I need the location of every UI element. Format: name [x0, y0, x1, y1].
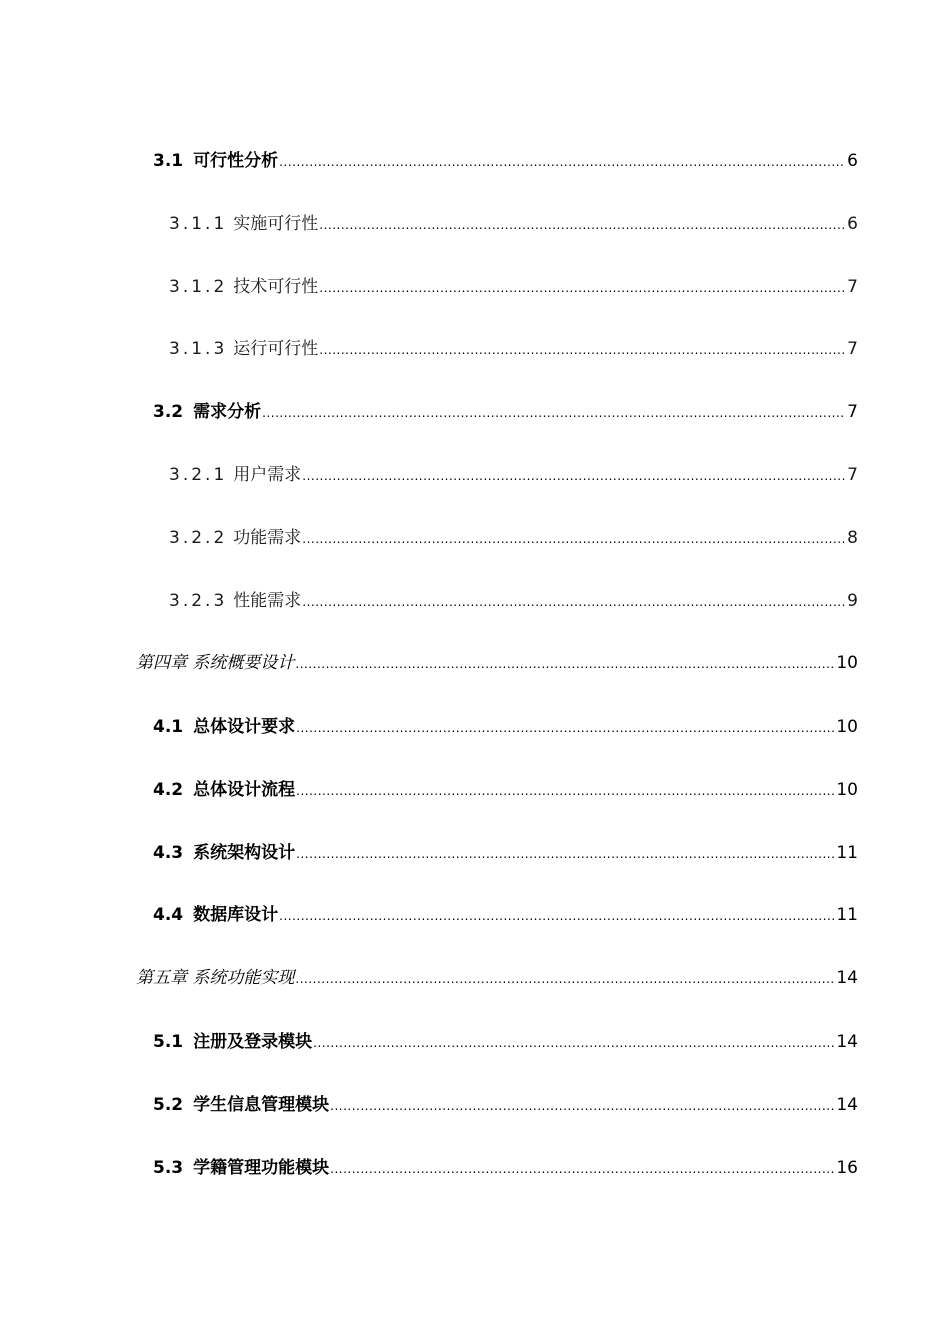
entry-title: 总体设计要求 — [193, 717, 296, 737]
entry-number: 5.2 — [153, 1095, 184, 1115]
toc-entry-5-3[interactable] — [153, 1156, 858, 1180]
toc-entry-3-1-2[interactable] — [169, 275, 858, 299]
entry-title: 需求分析 — [193, 402, 262, 422]
toc-entry-5-2[interactable] — [153, 1093, 858, 1117]
entry-title: 学生信息管理模块 — [193, 1095, 330, 1115]
toc-entry-3-1[interactable] — [153, 149, 858, 173]
entry-number: 3.1.1 — [169, 214, 228, 234]
dot-leader — [330, 1094, 834, 1118]
entry-number: 4.4 — [153, 905, 184, 925]
entry-title: 用户需求 — [233, 465, 302, 485]
toc-entry-3-2-1[interactable] — [169, 463, 858, 487]
entry-page-number: 10 — [836, 780, 858, 800]
dot-leader — [279, 904, 834, 928]
dot-leader — [319, 213, 845, 237]
entry-title: 学籍管理功能模块 — [193, 1158, 330, 1178]
dot-leader — [319, 276, 845, 300]
dot-leader — [296, 779, 834, 803]
dot-leader — [313, 1031, 834, 1055]
toc-entry-4-1[interactable] — [153, 715, 858, 739]
dot-leader — [295, 967, 834, 991]
entry-page-number: 14 — [836, 968, 858, 988]
dot-leader — [302, 590, 845, 614]
toc-entry-3-2-2[interactable] — [169, 526, 858, 550]
toc-entry-3-1-3[interactable] — [169, 337, 858, 361]
entry-title: 注册及登录模块 — [193, 1032, 313, 1052]
toc-entry-5-1[interactable] — [153, 1030, 858, 1054]
entry-title: 技术可行性 — [233, 277, 319, 297]
toc-entry-4-3[interactable] — [153, 841, 858, 865]
entry-number: 4.1 — [153, 717, 184, 737]
entry-page-number: 6 — [847, 214, 858, 234]
entry-page-number: 9 — [847, 591, 858, 611]
entry-number: 3.1.2 — [169, 277, 228, 297]
entry-page-number: 10 — [836, 717, 858, 737]
entry-page-number: 7 — [847, 339, 858, 359]
entry-title: 实施可行性 — [233, 214, 319, 234]
entry-title: 功能需求 — [233, 528, 302, 548]
entry-page-number: 16 — [836, 1158, 858, 1178]
dot-leader — [296, 716, 834, 740]
entry-number: 5.1 — [153, 1032, 184, 1052]
entry-page-number: 8 — [847, 528, 858, 548]
toc-entry-chapter-5[interactable] — [136, 966, 858, 990]
entry-page-number: 11 — [836, 843, 858, 863]
toc-entry-4-4[interactable] — [153, 903, 858, 927]
dot-leader — [279, 150, 845, 174]
entry-page-number: 6 — [847, 151, 858, 171]
toc-entry-3-2-3[interactable] — [169, 589, 858, 613]
entry-title: 第四章 系统概要设计 — [136, 653, 295, 673]
entry-number: 3.2 — [153, 402, 184, 422]
entry-page-number: 14 — [836, 1095, 858, 1115]
dot-leader — [262, 401, 845, 425]
entry-number: 3.1 — [153, 151, 184, 171]
entry-number: 3.2.2 — [169, 528, 228, 548]
entry-number: 4.3 — [153, 843, 184, 863]
entry-number: 3.1.3 — [169, 339, 228, 359]
entry-title: 数据库设计 — [193, 905, 279, 925]
entry-title: 系统架构设计 — [193, 843, 296, 863]
entry-title: 可行性分析 — [193, 151, 279, 171]
dot-leader — [302, 527, 845, 551]
dot-leader — [319, 338, 845, 362]
dot-leader — [296, 842, 834, 866]
entry-number: 5.3 — [153, 1158, 184, 1178]
entry-page-number: 7 — [847, 465, 858, 485]
entry-number: 3.2.1 — [169, 465, 228, 485]
dot-leader — [295, 652, 834, 676]
entry-number: 3.2.3 — [169, 591, 228, 611]
entry-page-number: 11 — [836, 905, 858, 925]
entry-page-number: 7 — [847, 402, 858, 422]
entry-title: 第五章 系统功能实现 — [136, 968, 295, 988]
entry-title: 运行可行性 — [233, 339, 319, 359]
entry-page-number: 10 — [836, 653, 858, 673]
toc-entry-chapter-4[interactable] — [136, 651, 858, 675]
toc-entry-4-2[interactable] — [153, 778, 858, 802]
dot-leader — [330, 1157, 834, 1181]
dot-leader — [302, 464, 845, 488]
entry-page-number: 7 — [847, 277, 858, 297]
entry-title: 性能需求 — [233, 591, 302, 611]
entry-page-number: 14 — [836, 1032, 858, 1052]
toc-entry-3-1-1[interactable] — [169, 212, 858, 236]
entry-title: 总体设计流程 — [193, 780, 296, 800]
entry-number: 4.2 — [153, 780, 184, 800]
toc-entry-3-2[interactable] — [153, 400, 858, 424]
